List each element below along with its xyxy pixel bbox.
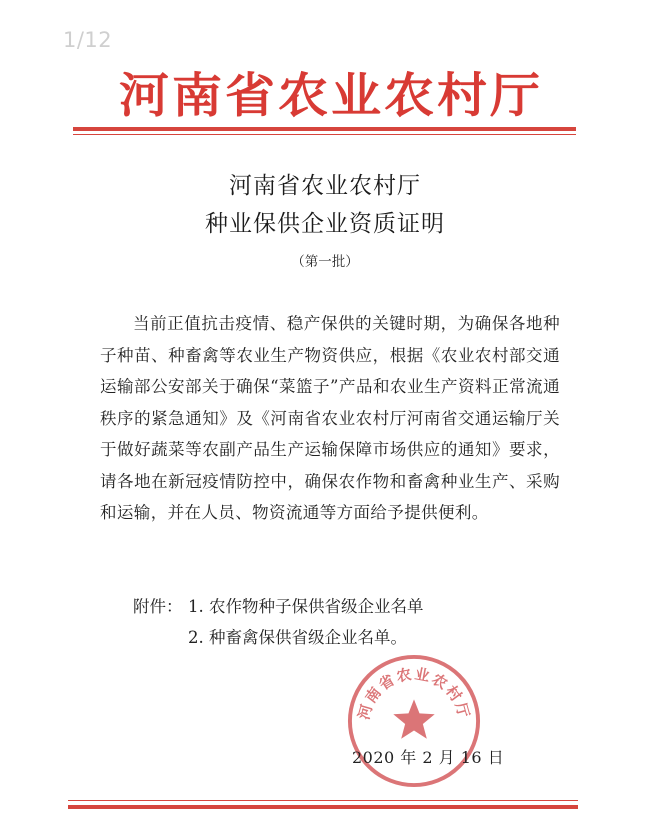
page-counter: 1/12 <box>63 28 113 52</box>
official-seal <box>345 652 483 790</box>
document-body: 当前正值抗击疫情、稳产保供的关键时期，为确保各地种子种苗、种畜禽等农业生产物资供应，根据《农业农村部交通运输部公安部关于确保“菜篮子”产品和农业生产资料正常流通秩序的紧急通知》及《河南省农业农村厅河南省交通运输厅关于做好蔬菜等农副产品生产运输保障市场供应的通知》要求，请各地在新冠疫情防控中，确保农作物和畜禽种业生产、采购和运输，并在人员、物资流通等方面给予提供便利。 <box>100 314 560 522</box>
document-title-line1: 河南省农业农村厅 <box>229 173 421 199</box>
attachment-item-2: 2. 种畜禽保供省级企业名单。 <box>188 628 407 647</box>
footer-rule-thin <box>68 800 578 801</box>
letterhead-rule-thin <box>73 134 576 135</box>
seal-arc-text: 河南省农业农村厅 <box>355 665 473 722</box>
letterhead-org-name: 河南省农业农村厅 <box>119 68 543 124</box>
document-date: 2020 年 2 月 16 日 <box>352 748 505 767</box>
attachment-item-1: 1. 农作物种子保供省级企业名单 <box>188 597 424 616</box>
document-title-line2: 种业保供企业资质证明 <box>205 211 445 237</box>
document-batch-label: （第一批） <box>291 254 359 270</box>
seal-star-icon <box>393 699 434 738</box>
attachments-label: 附件： <box>133 597 183 616</box>
footer-rule-thick <box>68 805 578 809</box>
letterhead-rule-thick <box>73 127 576 131</box>
